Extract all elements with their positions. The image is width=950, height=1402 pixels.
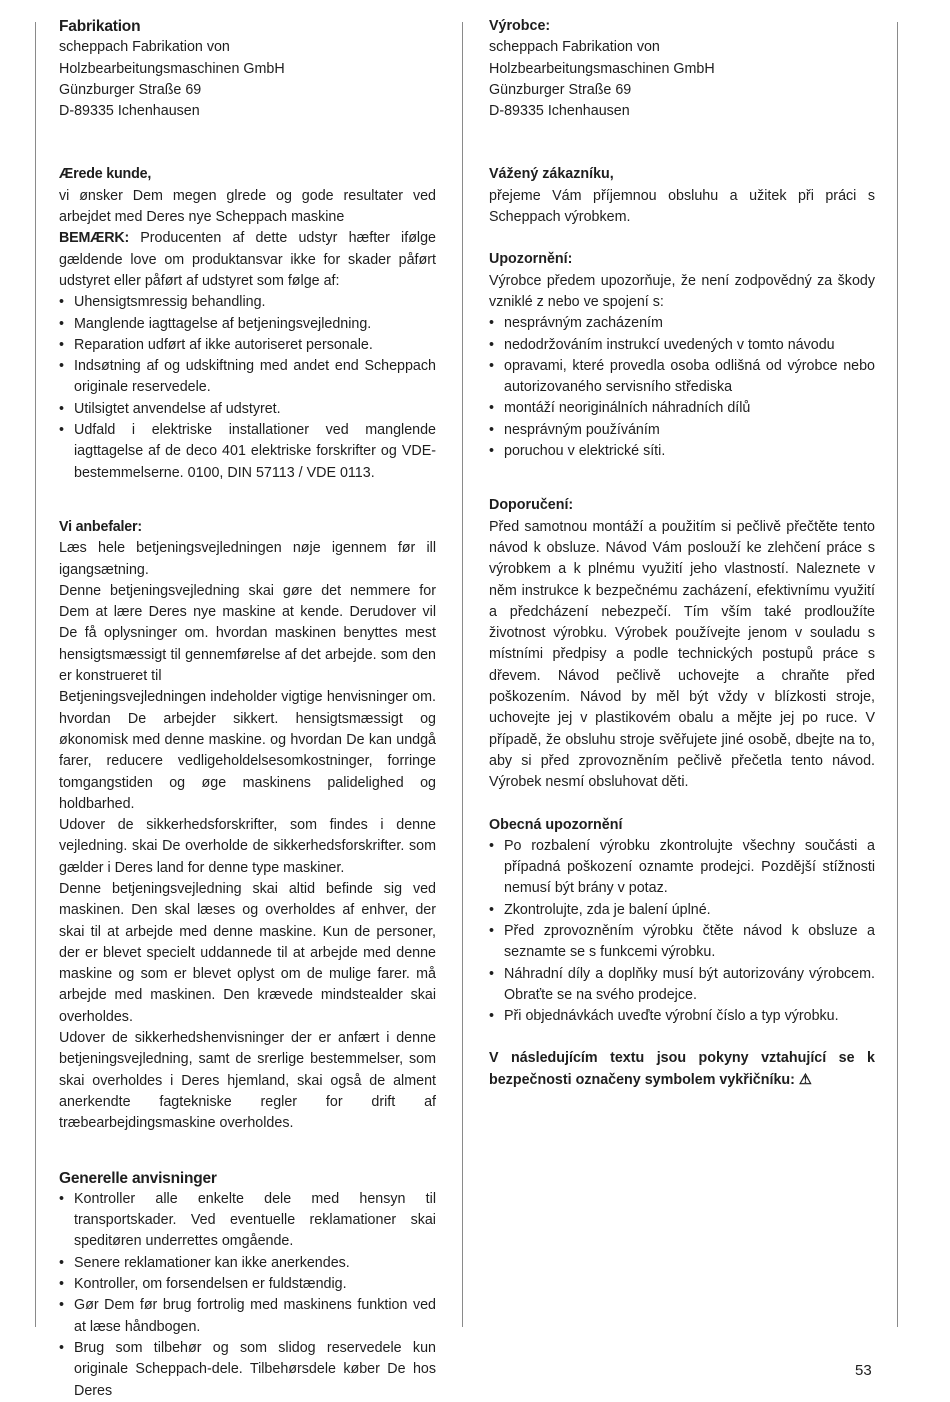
note-text: Producenten af dette udstyr hæfter ifølge gældende love om produktansvar ikke for skader påført udstyret eller påført af udstyret som følge af:: [59, 230, 436, 289]
manufacturer-block-cs: [489, 16, 875, 122]
liability-list: [59, 292, 436, 484]
bullet-icon: •: [59, 1190, 65, 1207]
paragraph: Denne betjeningsvejledning skai altid befinde sig ved maskinen. Den skal læses og overholdes af enhver, der skai til at arbejde med denne maskine. Kun de personer, der er blevet specielt uddannede til at arbejde med denne maskine og som er blevet oplyst om de mulige farer. må arbejde med maskinen. Den krævede mindstealder skai overholdes.: [59, 880, 436, 1025]
list-item: • nesprávným používáním: [489, 420, 875, 441]
paragraph: Udover de sikkerhedsforskrifter, som findes i denne vejledning. skai De overholde de sikkerhedsforskrifter. som gælder i Deres land for denne type maskiner.: [59, 817, 436, 876]
greeting-text: přejeme Vám příjemnou obsluhu a užitek při práci s Scheppach výrobkem.: [489, 187, 875, 226]
list-item: • Reparation udført af ikke autoriseret personale.: [59, 335, 436, 356]
address-line: Günzburger Straße 69: [59, 81, 202, 98]
list-item: • opravami, které provedla osoba odlišná od výrobce nebo autorizovaného servisního střediska: [489, 357, 875, 396]
list-item: • Senere reklamationer kan ikke anerkendes.: [59, 1253, 436, 1274]
bullet-icon: •: [489, 837, 495, 854]
bullet-icon: •: [489, 357, 495, 374]
list-item: • Udfald i elektriske installationer ved manglende iagttagelse af de deco 401 elektriske forskrifter og VDE-bestemmelserne. 0100, DIN 57113 / VDE 0113.: [59, 422, 436, 481]
general-block-cs: [489, 815, 875, 1028]
bullet-icon: •: [59, 422, 65, 439]
bullet-icon: •: [59, 294, 65, 311]
list-item: • nesprávným zacházením: [489, 313, 875, 334]
list-item: • Utilsigtet anvendelse af udstyret.: [59, 399, 436, 420]
recommend-heading: Vi anbefaler:: [59, 518, 142, 535]
bullet-icon: •: [489, 421, 495, 438]
address-line: Holzbearbeitungsmaschinen GmbH: [59, 60, 285, 77]
bullet-icon: •: [489, 400, 495, 417]
address-line: D-89335 Ichenhausen: [59, 103, 200, 120]
greeting-block-cs: [489, 164, 875, 228]
bullet-icon: •: [489, 336, 495, 353]
address-line: scheppach Fabrikation von: [489, 39, 660, 56]
list-item: • montáží neoriginálních náhradních dílů: [489, 398, 875, 419]
general-list: [489, 836, 875, 1028]
address-line: Holzbearbeitungsmaschinen GmbH: [489, 60, 715, 77]
bullet-icon: •: [59, 1339, 65, 1356]
page-number: 53: [855, 1362, 872, 1379]
general-heading: Generelle anvisninger: [59, 1169, 217, 1187]
paragraph: Betjeningsvejledningen indeholder vigtige henvisninger om. hvordan De arbejder sikkert. hensigtsmæssigt og økonomisk med denne maskine. og hvordan De kan undgå farer, reducere vedligeholdelsesomkostninger, forringe tomgangstiden og øge maskinens palidelighed og holdbarhed.: [59, 689, 436, 812]
paragraph: Læs hele betjeningsvejledningen nøje igennem før ill igangsætning.: [59, 540, 436, 578]
bullet-icon: •: [59, 315, 65, 332]
bullet-icon: •: [59, 400, 65, 417]
danish-column: [59, 16, 436, 1402]
bullet-icon: •: [489, 965, 495, 982]
bullet-icon: •: [489, 443, 495, 460]
list-item: • Náhradní díly a doplňky musí být autorizovány výrobcem. Obraťte se na svého prodejce.: [489, 965, 875, 1003]
note-paragraph: [59, 228, 436, 292]
safety-symbol-note: V následujícím textu jsou pokyny vztahující se k bezpečnosti označeny symbolem vykřičníku: ⚠: [489, 1050, 875, 1088]
czech-column: [489, 16, 875, 1091]
address-line: Günzburger Straße 69: [489, 81, 632, 98]
list-item: • Manglende iagttagelse af betjeningsvejledning.: [59, 314, 436, 335]
bullet-icon: •: [59, 1297, 65, 1314]
list-item: • Před zprovozněním výrobku čtěte návod k obsluze a seznamte se s funkcemi výrobku.: [489, 922, 875, 961]
general-heading: Obecná upozornění: [489, 816, 623, 833]
bullet-icon: •: [59, 336, 65, 353]
bullet-icon: •: [489, 315, 495, 332]
left-margin-rule: [35, 22, 36, 1327]
list-item: • Zkontrolujte, zda je balení úplné.: [489, 900, 875, 921]
spacer: [59, 505, 436, 517]
manufacturer-heading: Výrobce:: [489, 18, 551, 34]
list-item: • Gør Dem før brug fortrolig med maskinens funktion ved at læse håndbogen.: [59, 1297, 436, 1335]
address-line: D-89335 Ichenhausen: [489, 103, 630, 120]
list-item: • poruchou v elektrické síti.: [489, 441, 875, 462]
address-line: scheppach Fabrikation von: [59, 39, 230, 56]
list-item: • Uhensigtsmressig behandling.: [59, 292, 436, 313]
list-item: • Brug som tilbehør og som slidog reservedele kun originale Scheppach-dele. Tilbehørsdele køber De hos Deres: [59, 1339, 436, 1399]
warning-heading: Upozornění:: [489, 251, 573, 268]
bullet-icon: •: [489, 901, 495, 918]
recommend-block-cs: [489, 495, 875, 793]
list-item: • Kontroller alle enkelte dele med hensyn til transportskader. Ved eventuelle reklamationer skai speditøren underrettes omgående.: [59, 1190, 436, 1250]
greeting-block-da: [59, 164, 436, 483]
greeting-heading: Vážený zákazníku,: [489, 166, 614, 183]
manufacturer-block-da: [59, 16, 436, 122]
note-label: BEMÆRK:: [59, 230, 130, 247]
list-item: • Kontroller, om forsendelsen er fuldstændig.: [59, 1274, 436, 1295]
spacer: [59, 1156, 436, 1168]
liability-list: [489, 313, 875, 462]
paragraph: Udover de sikkerhedshenvisninger der er anfært i denne betjeningsvejledning, samt de srerlige bestemmelser, som skai overholdes i Deres hjemland, skai også de alment anerkendte fagtekniske regler for drift af træbearbejdingsmaskine overholdes.: [59, 1030, 436, 1132]
warning-block-cs: [489, 249, 875, 462]
bullet-icon: •: [489, 922, 495, 939]
recommend-heading: Doporučení:: [489, 497, 574, 514]
list-item: • Po rozbalení výrobku zkontrolujte všechny součásti a případná poškození oznamte prodejci. Pozdější stížnosti nemusí být brány v potaz.: [489, 837, 875, 897]
greeting-heading: Ærede kunde,: [59, 166, 152, 183]
right-margin-rule: [897, 22, 898, 1327]
bullet-icon: •: [59, 358, 65, 375]
bullet-icon: •: [489, 1008, 495, 1025]
spacer: [489, 483, 875, 495]
bullet-icon: •: [59, 1276, 65, 1293]
list-item: • nedodržováním instrukcí uvedených v tomto návodu: [489, 335, 875, 356]
spacer: [489, 143, 875, 164]
general-block-da: [59, 1168, 436, 1402]
bullet-icon: •: [59, 1254, 65, 1271]
list-item: • Indsøtning af og udskiftning med andet end Scheppach originale reservedele.: [59, 358, 436, 396]
manufacturer-heading: Fabrikation: [59, 18, 141, 35]
warning-text: Výrobce předem upozorňuje, že není zodpovědný za škody vzniklé z nebo ve spojení s:: [489, 272, 875, 310]
recommend-block-da: [59, 517, 436, 1135]
list-item: • Při objednávkách uveďte výrobní číslo a typ výrobku.: [489, 1006, 875, 1027]
center-column-rule: [462, 22, 463, 1327]
paragraph: Denne betjeningsvejledning skai gøre det nemmere for Dem at lære Deres nye maskine at kende. Derudover vil De få oplysninger om. hvordan maskinen benyttes mest hensigtsmæssigt til gennemførelse af det arbejde. som den er konstrueret til: [59, 582, 436, 685]
spacer: [59, 143, 436, 164]
paragraph: Před samotnou montáží a použitím si pečlivě přečtěte tento návod k obsluze. Návod Vám poslouží ke zlehčení práce s výrobkem a k plnému využití jeho vlastností. Naleznete v něm instrukce k bezpečnému zacházení, efektivnímu využití a předcházení nebezpečí. Tím vším také prodloužíte životnost výrobku. Výrobek používejte jenom v souladu s místními předpisy a podle technických postupů práce s dřevem. Návod pečlivě uchovejte a chraňte před poškozením. Návod by měl být vždy v blízkosti stroje, uchovejte jej v plastikovém obalu a mějte jej po ruce. V případě, že obsluhu stroje svěřujete jiné osobě, dbejte na to, aby si před zprovozněním pečlivě přečetla tento návod. Výrobek nesmí obsluhovat děti.: [489, 518, 875, 791]
general-list: [59, 1189, 436, 1402]
greeting-text: vi ønsker Dem megen glrede og gode resultater ved arbejdet med Deres nye Scheppach maskine: [59, 187, 436, 226]
